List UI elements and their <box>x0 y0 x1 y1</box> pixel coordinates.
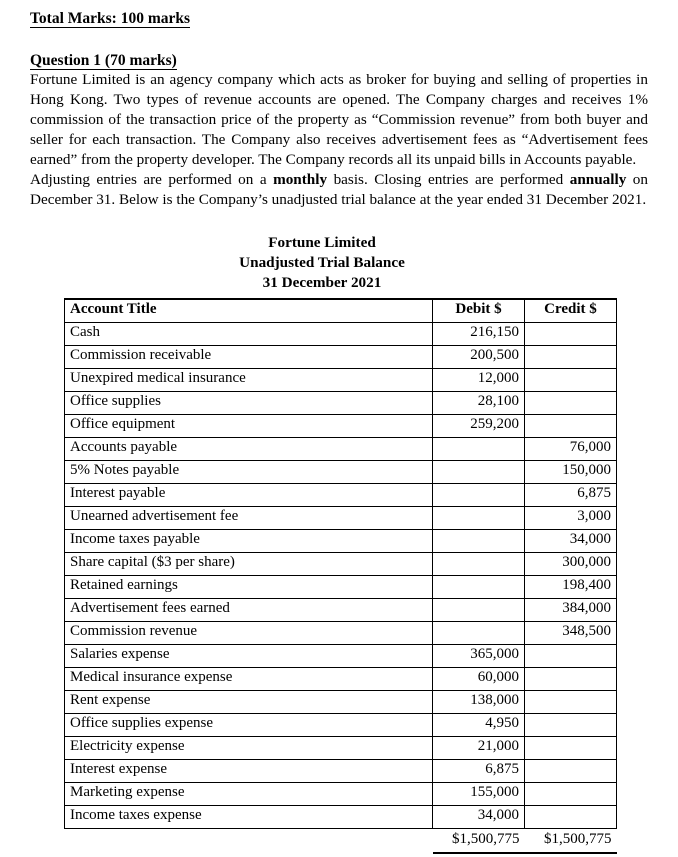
total-marks-text: Total Marks: 100 marks <box>30 10 191 27</box>
cell-account-title: Medical insurance expense <box>65 667 433 690</box>
adjusting-annually-bold: annually <box>569 171 627 189</box>
table-row <box>65 644 617 667</box>
adjusting-text-pre: Adjusting entries are performed on a <box>30 171 274 189</box>
cell-debit-amount: 12,000 <box>433 368 525 391</box>
cell-account-title: Income taxes payable <box>65 529 433 552</box>
intro-paragraph: Fortune Limited is an agency company which acts as broker for buying and selling of properties in Hong Kong. Two types of revenue accounts are opened. The Company charges and receives 1% commission of the transaction price of the property as “Commission revenue” from both buyer and seller for each transaction. The Company also receives advertisement fees as “Advertisement fees earned” from the property developer. The Company records all its unpaid bills in Accounts payable. <box>30 71 648 169</box>
cell-account-title: Office equipment <box>65 414 433 437</box>
table-row <box>65 667 617 690</box>
cell-debit-amount <box>433 483 525 506</box>
cell-account-title: Commission receivable <box>65 345 433 368</box>
cell-debit-amount: 6,875 <box>433 759 525 782</box>
cell-credit-amount: 34,000 <box>525 529 617 552</box>
cell-account-title: Cash <box>65 322 433 345</box>
company-name: Fortune Limited <box>268 233 376 251</box>
cell-account-title: Rent expense <box>65 690 433 713</box>
statement-date: 31 December 2021 <box>262 273 382 291</box>
table-header <box>65 299 617 323</box>
cell-debit-amount: 28,100 <box>433 391 525 414</box>
cell-debit-amount <box>433 598 525 621</box>
trial-balance-table <box>64 298 617 854</box>
cell-credit-amount: 348,500 <box>525 621 617 644</box>
cell-credit-amount <box>525 391 617 414</box>
cell-credit-amount: 3,000 <box>525 506 617 529</box>
cell-debit-amount: 365,000 <box>433 644 525 667</box>
cell-credit-amount <box>525 759 617 782</box>
table-row <box>65 368 617 391</box>
table-row <box>65 552 617 575</box>
table-totals-row <box>65 828 617 853</box>
table-row <box>65 322 617 345</box>
cell-account-title: Advertisement fees earned <box>65 598 433 621</box>
cell-debit-amount: 21,000 <box>433 736 525 759</box>
cell-credit-amount <box>525 782 617 805</box>
adjusting-text-mid: basis. Closing entries are performed <box>327 171 570 189</box>
cell-credit-amount <box>525 345 617 368</box>
cell-credit-amount: 384,000 <box>525 598 617 621</box>
cell-debit-amount <box>433 575 525 598</box>
question-heading <box>30 52 648 70</box>
table-row <box>65 483 617 506</box>
cell-credit-amount: 76,000 <box>525 437 617 460</box>
cell-totals-label <box>65 828 433 853</box>
cell-account-title: Marketing expense <box>65 782 433 805</box>
cell-debit-amount: 34,000 <box>433 805 525 828</box>
cell-credit-amount <box>525 713 617 736</box>
trial-balance-title <box>0 233 648 293</box>
cell-account-title: Retained earnings <box>65 575 433 598</box>
table-row <box>65 598 617 621</box>
cell-credit-amount: 198,400 <box>525 575 617 598</box>
table-row <box>65 736 617 759</box>
cell-debit-amount: 216,150 <box>433 322 525 345</box>
cell-account-title: Share capital ($3 per share) <box>65 552 433 575</box>
cell-account-title: Unexpired medical insurance <box>65 368 433 391</box>
cell-account-title: Interest expense <box>65 759 433 782</box>
cell-debit-amount: 60,000 <box>433 667 525 690</box>
table-row <box>65 391 617 414</box>
cell-credit-amount <box>525 368 617 391</box>
cell-debit-amount: 200,500 <box>433 345 525 368</box>
cell-account-title: Income taxes expense <box>65 805 433 828</box>
table-row <box>65 621 617 644</box>
table-body <box>65 322 617 853</box>
cell-account-title: Unearned advertisement fee <box>65 506 433 529</box>
cell-total-debit: $1,500,775 <box>433 828 525 853</box>
table-row <box>65 460 617 483</box>
cell-account-title: Electricity expense <box>65 736 433 759</box>
adjusting-entries-paragraph <box>30 170 648 210</box>
table-row <box>65 575 617 598</box>
cell-debit-amount: 138,000 <box>433 690 525 713</box>
statement-name: Unadjusted Trial Balance <box>239 253 405 271</box>
cell-credit-amount <box>525 805 617 828</box>
cell-credit-amount <box>525 322 617 345</box>
cell-account-title: 5% Notes payable <box>65 460 433 483</box>
cell-account-title: Accounts payable <box>65 437 433 460</box>
cell-credit-amount: 150,000 <box>525 460 617 483</box>
cell-total-credit: $1,500,775 <box>525 828 617 853</box>
column-header-credit: Credit $ <box>525 299 617 323</box>
table-row <box>65 437 617 460</box>
question-heading-text: Question 1 (70 marks) <box>30 52 177 70</box>
cell-account-title: Salaries expense <box>65 644 433 667</box>
table-row <box>65 345 617 368</box>
cell-credit-amount <box>525 644 617 667</box>
table-row <box>65 414 617 437</box>
cell-account-title: Office supplies <box>65 391 433 414</box>
adjusting-monthly-bold: monthly <box>273 171 328 189</box>
cell-credit-amount <box>525 736 617 759</box>
cell-debit-amount <box>433 621 525 644</box>
table-row <box>65 805 617 828</box>
table-row <box>65 506 617 529</box>
cell-account-title: Office supplies expense <box>65 713 433 736</box>
cell-debit-amount <box>433 552 525 575</box>
cell-credit-amount: 300,000 <box>525 552 617 575</box>
cell-debit-amount <box>433 529 525 552</box>
cell-debit-amount <box>433 506 525 529</box>
cell-credit-amount <box>525 414 617 437</box>
cell-debit-amount <box>433 460 525 483</box>
cell-account-title: Interest payable <box>65 483 433 506</box>
adjusting-text-post: on December 31. Below is the Company’s unadjusted trial balance at the year ended 31 December 2021. <box>30 171 648 209</box>
cell-account-title: Commission revenue <box>65 621 433 644</box>
cell-debit-amount: 155,000 <box>433 782 525 805</box>
table-row <box>65 713 617 736</box>
total-marks-heading <box>30 10 648 28</box>
cell-credit-amount <box>525 690 617 713</box>
cell-credit-amount: 6,875 <box>525 483 617 506</box>
cell-debit-amount: 4,950 <box>433 713 525 736</box>
cell-credit-amount <box>525 667 617 690</box>
table-row <box>65 759 617 782</box>
cell-debit-amount: 259,200 <box>433 414 525 437</box>
table-header-row <box>65 299 617 323</box>
table-row <box>65 529 617 552</box>
column-header-debit: Debit $ <box>433 299 525 323</box>
table-row <box>65 782 617 805</box>
column-header-account: Account Title <box>65 299 433 323</box>
table-row <box>65 690 617 713</box>
cell-debit-amount <box>433 437 525 460</box>
